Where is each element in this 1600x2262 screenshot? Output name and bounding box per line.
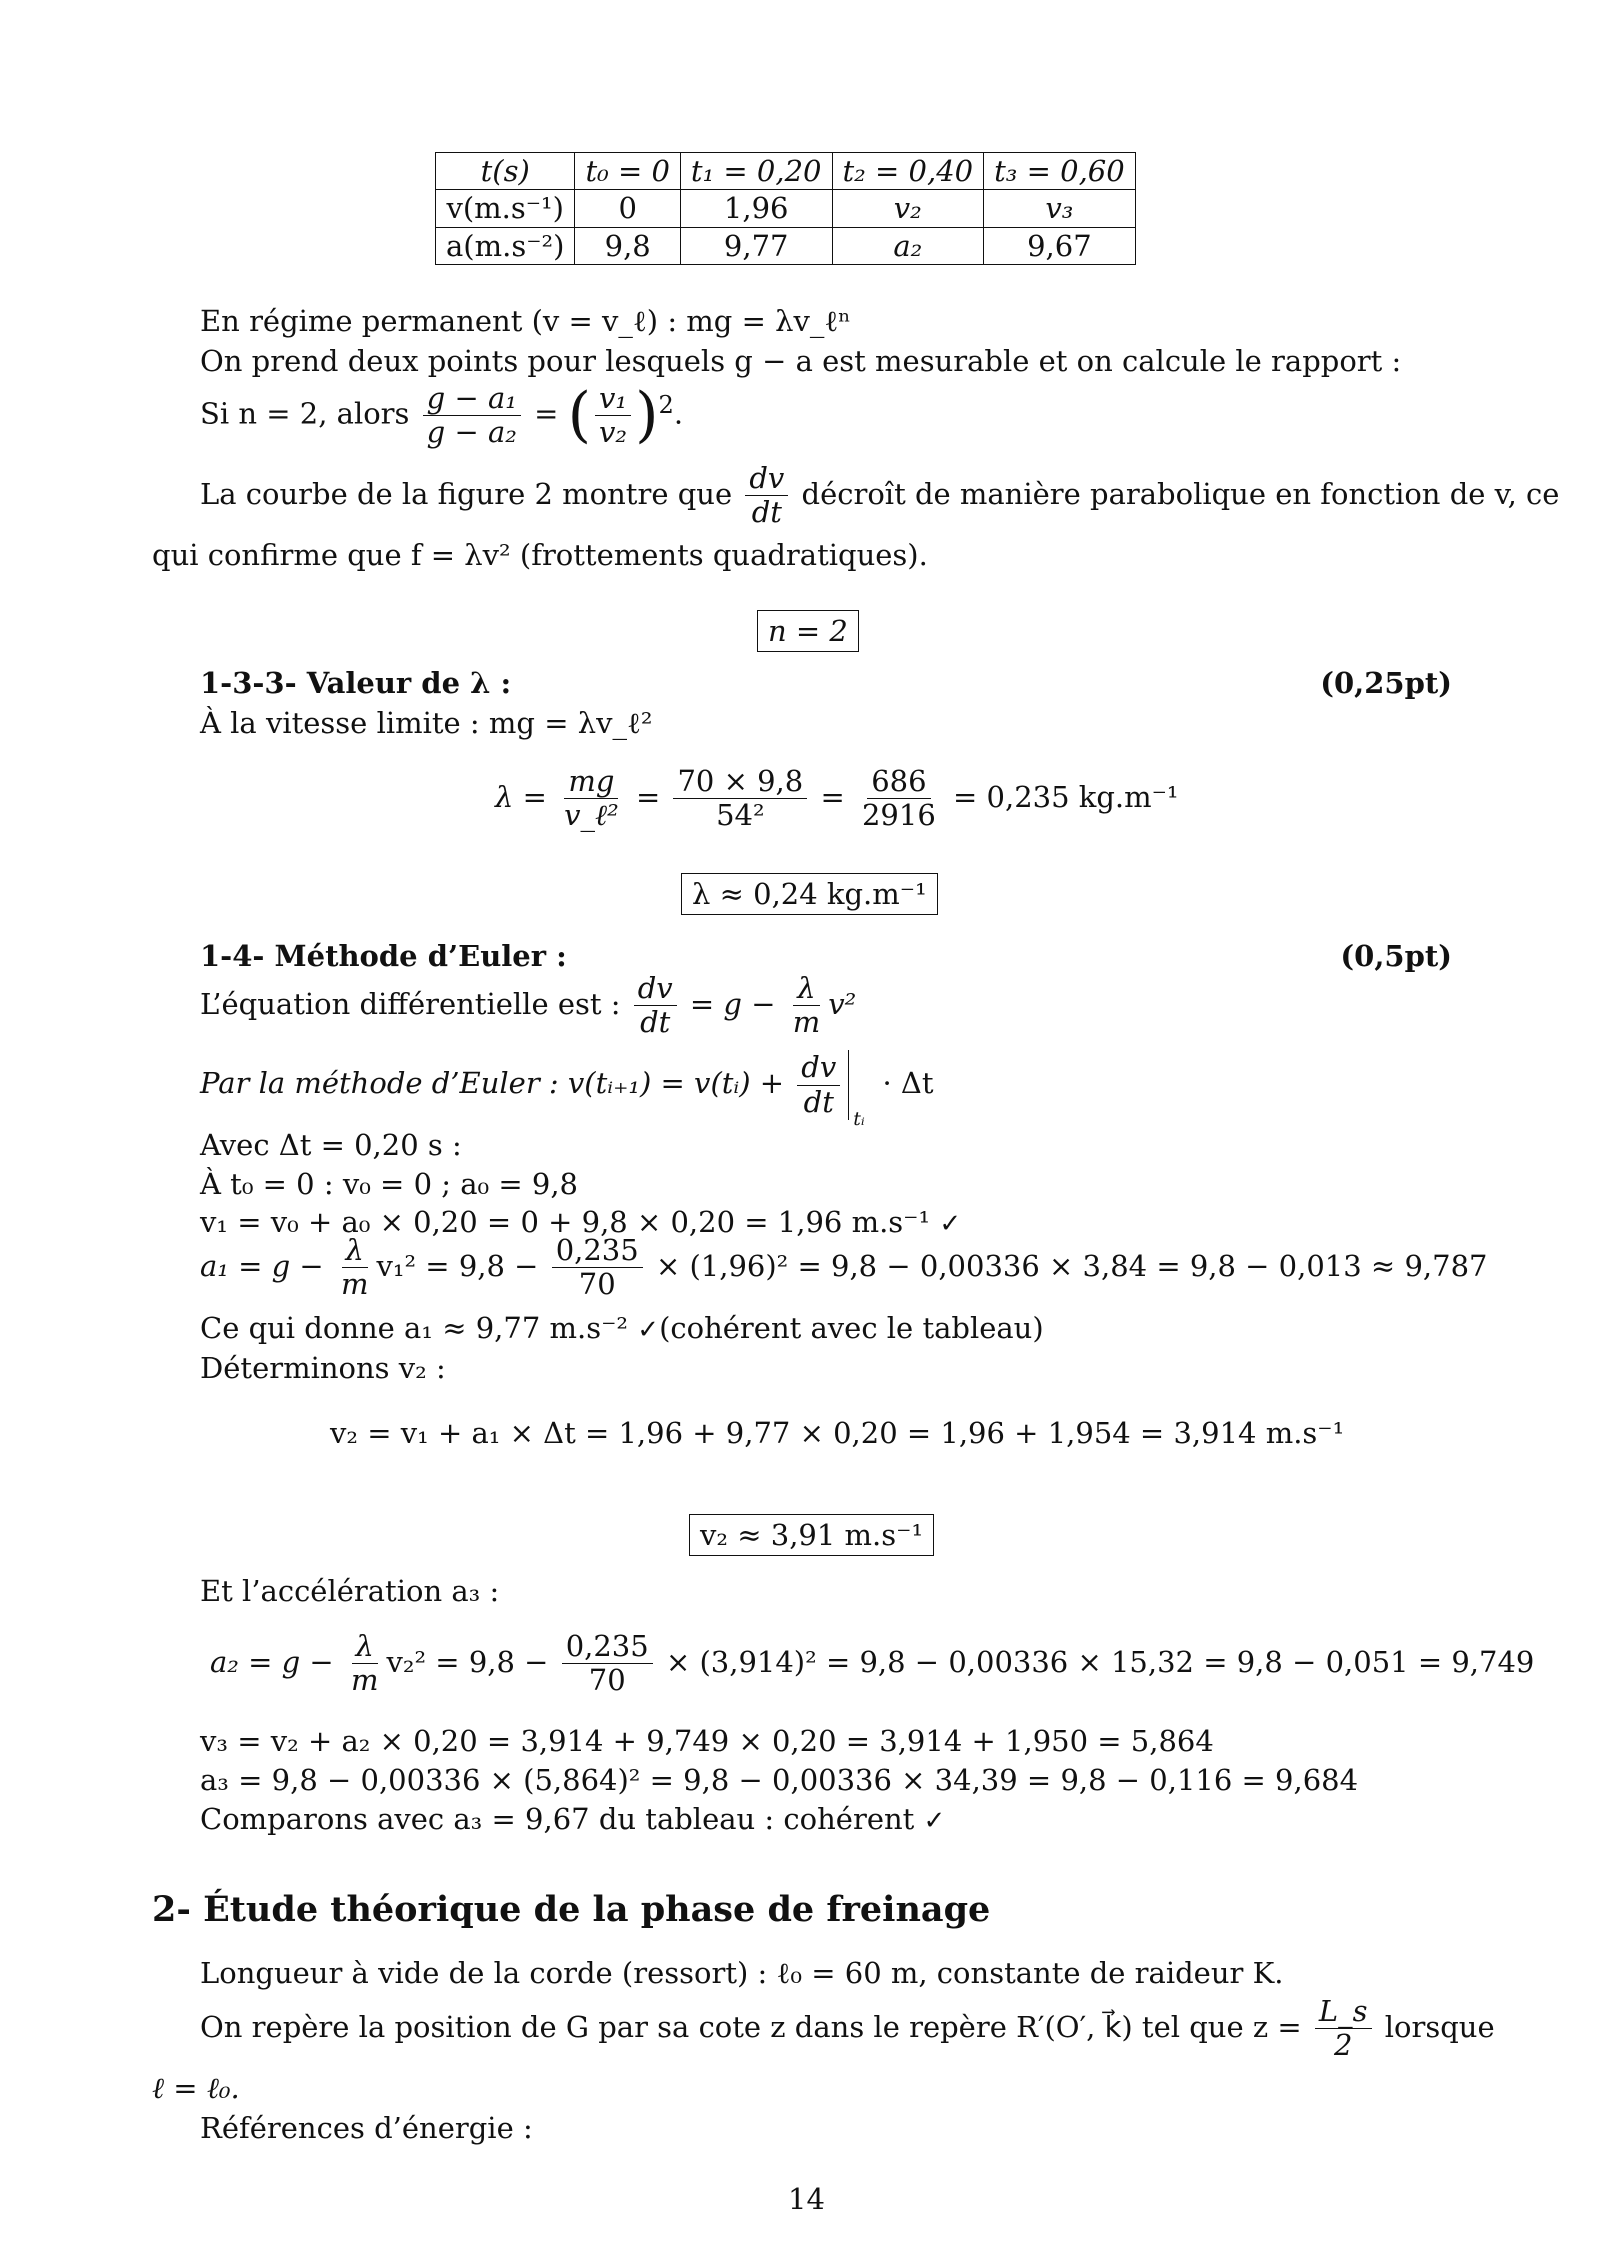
table-cell: t₁ = 0,20 <box>680 153 832 190</box>
fraction-denominator: v_ℓ² <box>564 798 619 833</box>
equals-sign: = <box>635 779 661 814</box>
a1-mid: v₁² = 9,8 − <box>376 1248 539 1283</box>
table-row <box>436 190 1136 227</box>
fraction-numerator: dv <box>797 1051 840 1085</box>
fraction-numerator: g − a₁ <box>423 382 521 416</box>
repere-text: On repère la position de G par sa cote z dans le repère R′(O′, k⃗) tel que z = <box>200 2009 1302 2044</box>
euler-lead: Par la méthode d’Euler : v(tᵢ₊₁) = v(tᵢ) + <box>200 1066 785 1100</box>
fraction-denominator: v₂ <box>599 415 628 449</box>
fraction <box>337 1234 373 1302</box>
fraction-denominator: 70 <box>588 1663 626 1698</box>
references-line: Références d’énergie : <box>200 2111 533 2145</box>
courbe-text-b: décroît de manière parabolique en fonction de v, ce <box>801 476 1560 511</box>
fraction-numerator: λ <box>342 1234 368 1268</box>
ratio-line <box>200 378 683 453</box>
regime-line: En régime permanent (v = v_ℓ) : mg = λv_ℓⁿ <box>200 304 851 338</box>
section-title-1-3-3: 1-3-3- Valeur de λ : <box>200 666 512 700</box>
right-paren: ) <box>635 380 659 450</box>
table-cell: 0 <box>575 190 680 227</box>
equals-sign: = <box>820 779 845 814</box>
fraction-denominator: g − a₂ <box>426 415 517 449</box>
table-row <box>436 227 1136 264</box>
fraction <box>745 462 788 530</box>
et-acceleration-line: Et l’accélération a₃ : <box>200 1574 500 1608</box>
deux-points-line: On prend deux points pour lesquels g − a est mesurable et on calcule le rapport : <box>200 344 1402 378</box>
check-icon: ✓ <box>637 1315 660 1345</box>
a2-tail: × (3,914)² = 9,8 − 0,00336 × 15,32 = 9,8 − 0,051 = 9,749 <box>665 1644 1535 1679</box>
table-cell: a₂ <box>832 227 984 264</box>
table-cell: v(m.s⁻¹) <box>436 190 575 227</box>
v2-boxed-result: v₂ ≈ 3,91 m.s⁻¹ <box>689 1514 934 1556</box>
fraction-numerator: v₁ <box>595 382 631 416</box>
lambda-equation <box>495 765 1179 833</box>
table-row <box>436 153 1136 190</box>
table-cell: 9,77 <box>680 227 832 264</box>
fraction <box>858 765 940 833</box>
v3-line: v₃ = v₂ + a₂ × 0,20 = 3,914 + 9,749 × 0,20 = 3,914 + 1,950 = 5,864 <box>200 1724 1214 1758</box>
fraction <box>560 765 623 833</box>
check-icon: ✓ <box>923 1806 946 1836</box>
eqdiff-tail: v² <box>828 986 857 1021</box>
ratio-lead: Si n = 2, alors <box>200 396 410 431</box>
t0-line: À t₀ = 0 : v₀ = 0 ; a₀ = 9,8 <box>200 1167 579 1201</box>
fraction <box>797 1051 840 1119</box>
fraction-numerator: 686 <box>867 765 930 799</box>
lambda-result: = 0,235 kg.m⁻¹ <box>953 779 1179 814</box>
lorsque-text: lorsque <box>1384 2009 1495 2044</box>
table-cell: t(s) <box>436 153 575 190</box>
fraction-denominator: m <box>350 1663 379 1698</box>
a1-lead: a₁ = g − <box>200 1248 324 1283</box>
l-equals-l0-line: ℓ = ℓ₀. <box>152 2071 240 2105</box>
ce-qui-text: Ce qui donne a₁ ≈ 9,77 m.s⁻² <box>200 1311 629 1345</box>
courbe-text-a: La courbe de la figure 2 montre que <box>200 476 733 511</box>
fraction <box>1315 1995 1372 2063</box>
table-cell: 9,67 <box>984 227 1136 264</box>
comparons-text: Comparons avec a₃ = 9,67 du tableau : cohérent <box>200 1802 915 1836</box>
euler-line <box>200 1050 934 1131</box>
fraction-numerator: 0,235 <box>552 1234 643 1268</box>
fraction-numerator: dv <box>745 462 788 496</box>
fraction <box>552 1234 643 1302</box>
fraction-denominator: 2916 <box>861 798 936 833</box>
table-cell: a(m.s⁻²) <box>436 227 575 264</box>
fraction-denominator: dt <box>751 495 782 530</box>
fraction <box>673 765 807 833</box>
fraction <box>789 972 825 1040</box>
n-boxed-result: n = 2 <box>757 610 859 652</box>
ce-qui-donne-line <box>200 1310 1044 1347</box>
table-cell: t₂ = 0,40 <box>832 153 984 190</box>
fraction-numerator: λ <box>793 972 819 1006</box>
comparons-line <box>200 1801 945 1838</box>
fraction <box>595 382 631 450</box>
fraction <box>562 1630 653 1698</box>
fraction-denominator: 70 <box>578 1267 616 1302</box>
euler-tail: · Δt <box>882 1066 934 1100</box>
evaluation-subscript: tᵢ <box>853 1108 865 1131</box>
eqdiff-line <box>200 972 856 1040</box>
fraction-denominator: 54² <box>716 798 765 833</box>
data-table <box>435 152 1136 265</box>
a3-line: a₃ = 9,8 − 0,00336 × (5,864)² = 9,8 − 0,00336 × 34,39 = 9,8 − 0,116 = 9,684 <box>200 1763 1359 1797</box>
a1-line <box>200 1234 1487 1302</box>
exponent: 2 <box>658 390 674 419</box>
evaluation-bar <box>848 1050 865 1131</box>
repere-line <box>200 1995 1495 2063</box>
delta-t-line: Avec Δt = 0,20 s : <box>200 1128 462 1162</box>
a2-equation <box>210 1630 1534 1698</box>
eqdiff-lead: L’équation différentielle est : <box>200 986 621 1021</box>
section-points-1-4: (0,5pt) <box>1340 939 1452 973</box>
coherent-text: (cohérent avec le tableau) <box>659 1311 1044 1345</box>
table-cell: v₂ <box>832 190 984 227</box>
fraction-denominator: m <box>792 1005 821 1040</box>
v2-equation: v₂ = v₁ + a₁ × Δt = 1,96 + 9,77 × 0,20 = 1,96 + 1,954 = 3,914 m.s⁻¹ <box>330 1416 1345 1450</box>
a2-lead: a₂ = g − <box>210 1644 334 1679</box>
page-number: 14 <box>788 2182 825 2216</box>
vitesse-limite-line: À la vitesse limite : mg = λv_ℓ² <box>200 706 653 740</box>
check-icon: ✓ <box>939 1209 962 1239</box>
a2-mid: v₂² = 9,8 − <box>386 1644 549 1679</box>
fraction-numerator: mg <box>564 765 618 799</box>
determinons-line: Déterminons v₂ : <box>200 1351 446 1385</box>
fraction-numerator: 70 × 9,8 <box>673 765 807 799</box>
lambda-lead: λ = <box>495 779 547 814</box>
section-points-1-3-3: (0,25pt) <box>1320 666 1452 700</box>
fraction-numerator: L_s <box>1315 1995 1372 2029</box>
eqdiff-mid: = g − <box>689 986 776 1021</box>
section-title-2: 2- Étude théorique de la phase de freinage <box>152 1889 991 1930</box>
a1-tail: × (1,96)² = 9,8 − 0,00336 × 3,84 = 9,8 − 0,013 ≈ 9,787 <box>655 1248 1488 1283</box>
left-paren: ( <box>567 380 592 450</box>
fraction-denominator: dt <box>640 1005 671 1040</box>
courbe-line <box>200 462 1559 530</box>
table-cell: 9,8 <box>575 227 680 264</box>
table-cell: t₃ = 0,60 <box>984 153 1136 190</box>
section-title-1-4: 1-4- Méthode d’Euler : <box>200 939 567 973</box>
lambda-boxed-result: λ ≈ 0,24 kg.m⁻¹ <box>681 873 938 915</box>
fraction-numerator: λ <box>352 1630 378 1664</box>
fraction-denominator: m <box>340 1267 369 1302</box>
fraction-denominator: dt <box>803 1084 834 1119</box>
table-cell: v₃ <box>984 190 1136 227</box>
fraction <box>347 1630 383 1698</box>
equals-sign: = <box>534 396 559 431</box>
period: . <box>673 396 684 431</box>
table-cell: t₀ = 0 <box>575 153 680 190</box>
courbe-line-2: qui confirme que f = λv² (frottements quadratiques). <box>152 538 928 572</box>
longueur-line: Longueur à vide de la corde (ressort) : ℓ₀ = 60 m, constante de raideur K. <box>200 1956 1284 1990</box>
table-cell: 1,96 <box>680 190 832 227</box>
fraction-numerator: dv <box>634 972 677 1006</box>
v1-text: v₁ = v₀ + a₀ × 0,20 = 0 + 9,8 × 0,20 = 1,96 m.s⁻¹ <box>200 1205 931 1239</box>
fraction-numerator: 0,235 <box>562 1630 653 1664</box>
fraction <box>634 972 677 1040</box>
fraction-denominator: 2 <box>1333 2028 1353 2063</box>
fraction <box>423 382 521 450</box>
